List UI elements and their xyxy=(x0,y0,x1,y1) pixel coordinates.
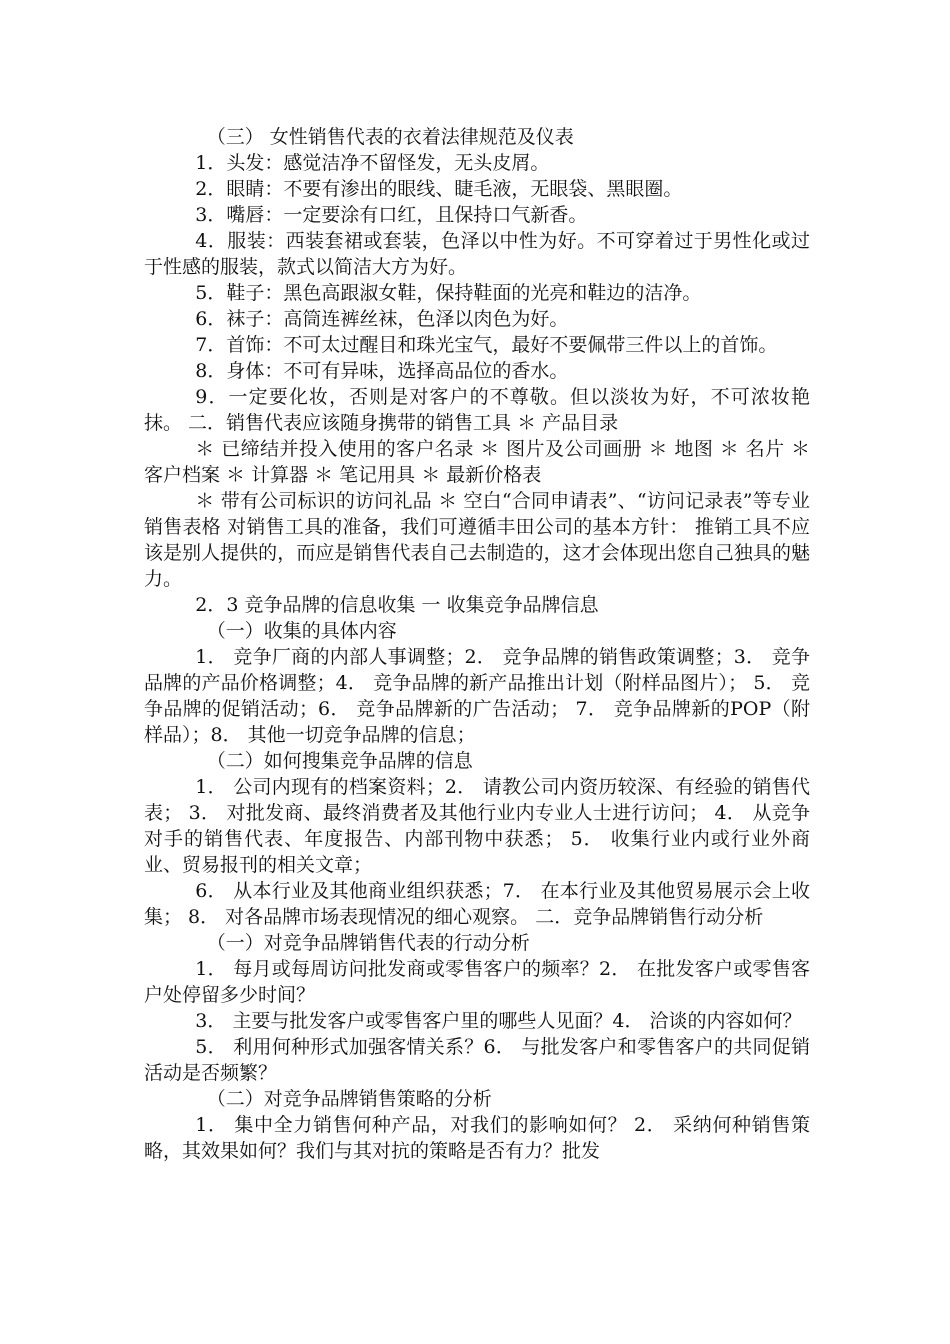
paragraph: 1． 竞争厂商的内部人事调整；2． 竞争品牌的销售政策调整；3． 竞争品牌的产品价格调整；4． 竞争品牌的新产品推出计划（附样品图片）； 5． 竞争品牌的促销活动；6． 竞争品牌新的广告活动； 7． 竞争品牌新的POP（附样品）；8． 其他一切竞争品牌的信息； xyxy=(144,646,810,746)
document-body xyxy=(144,124,810,1164)
paragraph: 1． 每月或每周访问批发商或零售客户的频率？2． 在批发客户或零售客户处停留多少时间？ xyxy=(144,958,810,1006)
paragraph: 1． 公司内现有的档案资料；2． 请教公司内资历较深、有经验的销售代表； 3． 对批发商、最终消费者及其他行业内专业人士进行访问； 4． 从竞争对手的销售代表、年度报告、内部刊物中获悉； 5． 收集行业内或行业外商业、贸易报刊的相关文章； xyxy=(144,776,810,876)
paragraph: 1．头发：感觉洁净不留怪发，无头皮屑。 xyxy=(195,152,550,174)
paragraph: 9．一定要化妆，否则是对客户的不尊敬。但以淡妆为好，不可浓妆艳抹。 二．销售代表应该随身携带的销售工具 ＊ 产品目录 xyxy=(144,386,810,434)
paragraph: 3．嘴唇：一定要涂有口红，且保持口气新香。 xyxy=(195,204,588,226)
paragraph: 7．首饰：不可太过醒目和珠光宝气，最好不要佩带三件以上的首饰。 xyxy=(195,334,778,356)
paragraph: 6．袜子：高筒连裤丝袜，色泽以肉色为好。 xyxy=(195,308,569,330)
paragraph: （一）收集的具体内容 xyxy=(206,620,397,642)
paragraph: 6． 从本行业及其他商业组织获悉；7． 在本行业及其他贸易展示会上收集； 8． 对各品牌市场表现情况的细心观察。 二．竞争品牌销售行动分析 xyxy=(144,880,810,928)
paragraph: （二）如何搜集竞争品牌的信息 xyxy=(206,750,473,772)
paragraph: 3． 主要与批发客户或零售客户里的哪些人见面？4． 洽谈的内容如何？ xyxy=(195,1010,802,1032)
paragraph: 2．3 竞争品牌的信息收集 一 收集竞争品牌信息 xyxy=(195,594,599,616)
paragraph: 4．服装：西装套裙或套装，色泽以中性为好。不可穿着过于男性化或过于性感的服装，款式以简洁大方为好。 xyxy=(144,230,810,278)
paragraph: ＊ 已缔结并投入使用的客户名录 ＊ 图片及公司画册 ＊ 地图 ＊ 名片 ＊ 客户档案 ＊ 计算器 ＊ 笔记用具 ＊ 最新价格表 xyxy=(144,438,810,486)
paragraph: 5．鞋子：黑色高跟淑女鞋，保持鞋面的光亮和鞋边的洁净。 xyxy=(195,282,702,304)
paragraph: 2．眼睛：不要有渗出的眼线、睫毛液，无眼袋、黑眼圈。 xyxy=(195,178,683,200)
paragraph: 5． 利用何种形式加强客情关系？6． 与批发客户和零售客户的共同促销活动是否频繁？ xyxy=(144,1036,810,1084)
paragraph: 1． 集中全力销售何种产品，对我们的影响如何？ 2． 采纳何种销售策略，其效果如何？我们与其对抗的策略是否有力？批发 xyxy=(144,1114,810,1162)
paragraph: ＊ 带有公司标识的访问礼品 ＊ 空白“合同申请表”、“访问记录表”等专业销售表格 对销售工具的准备，我们可遵循丰田公司的基本方针： 推销工具不应该是别人提供的，而应是销售代表自己去制造的，这才会体现出您自己独具的魅力。 xyxy=(144,490,810,590)
paragraph: （一）对竞争品牌销售代表的行动分析 xyxy=(206,932,530,954)
paragraph: （三） 女性销售代表的衣着法律规范及仪表 xyxy=(206,126,574,148)
paragraph: 8．身体：不可有异味，选择高品位的香水。 xyxy=(195,360,569,382)
paragraph: （二）对竞争品牌销售策略的分析 xyxy=(206,1088,492,1110)
